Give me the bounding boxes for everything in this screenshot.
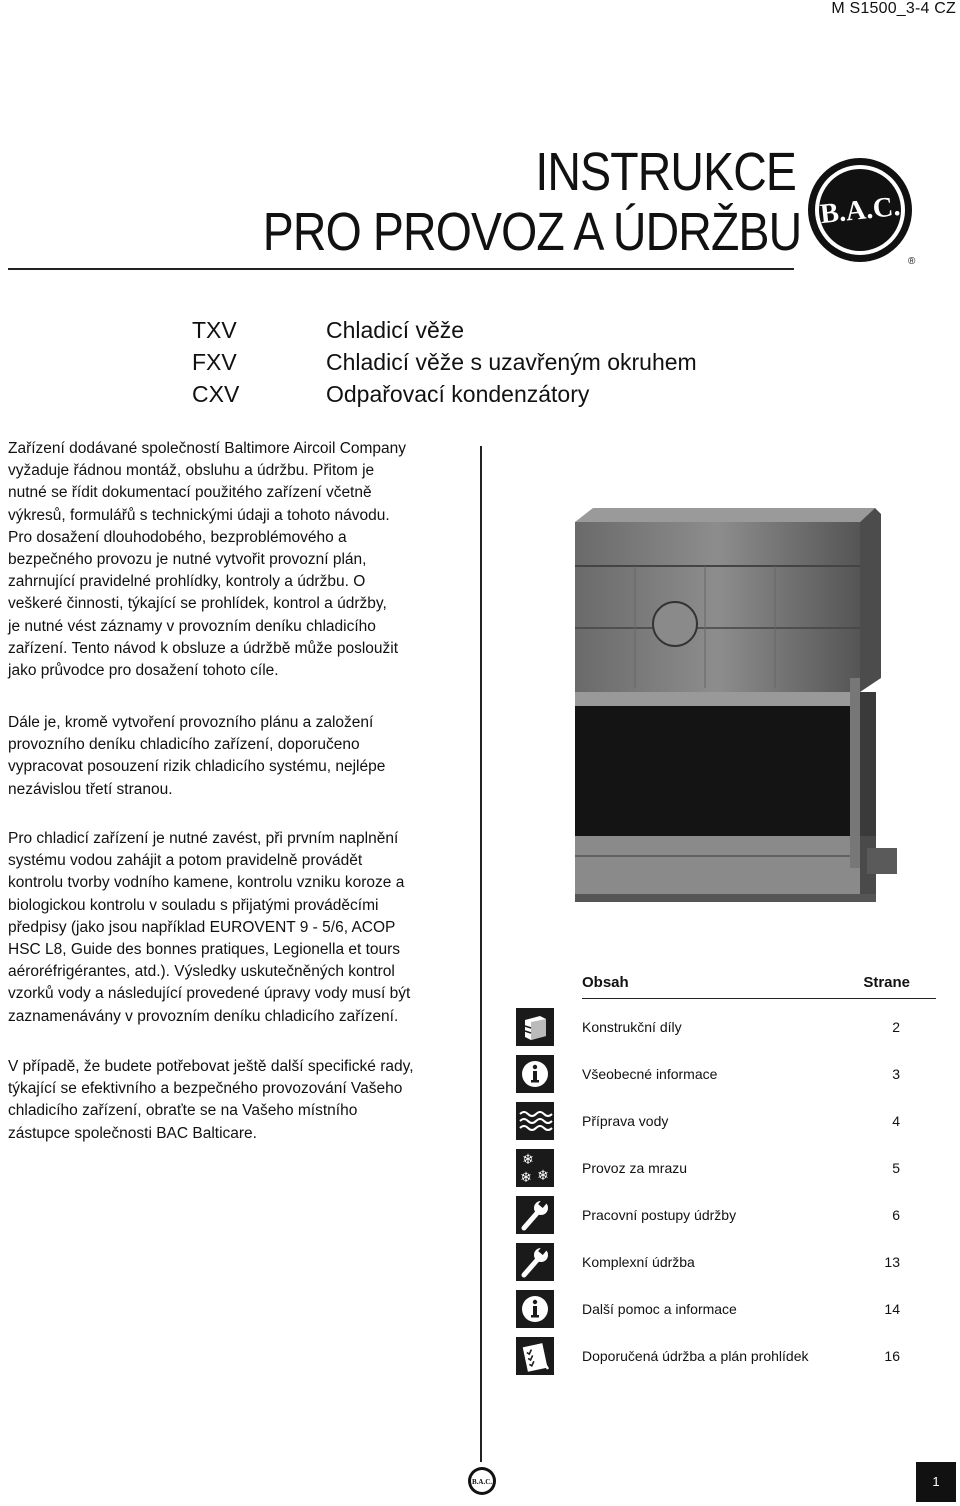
toc-label: Konstrukční díly [582, 1019, 682, 1035]
svg-text:®: ® [908, 256, 916, 267]
product-codes [192, 314, 239, 410]
cooling-tower-icon [516, 1008, 554, 1046]
cooling-tower-photo [575, 508, 905, 910]
toc-label: Provoz za mrazu [582, 1160, 688, 1176]
text-line: HSC L8, Guide des bonnes pratiques, Legionella et tours [8, 941, 401, 959]
text-line: Zařízení dodávané společností Baltimore Aircoil Company [8, 440, 407, 457]
toc-item[interactable] [516, 1196, 936, 1234]
text-line: vyžaduje řádnou montáž, obsluhu a údržbu. Přitom je [8, 462, 375, 480]
document-id: M S1500_3-4 CZ [831, 0, 956, 17]
toc-page-heading: Strane [863, 974, 910, 991]
text-line: zařízení. Tento návod k obsluze a údržbě může posloužit [8, 639, 399, 657]
text-line: aéroréfrigérantes, atd.). Výsledky uskutečněných kontrol [8, 963, 395, 981]
product-code: CXV [192, 381, 240, 407]
text-line: výkresů, formulářů s technickými údaji a tohoto návodu. [8, 506, 390, 524]
toc-page: 2 [892, 1019, 900, 1035]
column-divider [480, 446, 482, 1462]
toc-item[interactable] [516, 1243, 936, 1281]
toc-item[interactable] [516, 1290, 936, 1328]
text-line: jako průvodce pro dosažení tohoto cíle. [8, 662, 279, 680]
bac-logo [806, 156, 918, 268]
info-icon [516, 1055, 554, 1093]
toc-label: Všeobecné informace [582, 1066, 718, 1082]
product-names [326, 314, 697, 410]
risk-paragraph [8, 712, 468, 801]
toc-label: Pracovní postupy údržby [582, 1207, 737, 1223]
snowflake-icon [516, 1149, 554, 1187]
product-name: Odpařovací kondenzátory [326, 381, 590, 407]
text-line: předpisy (jako jsou například EUROVENT 9 - 5/6, ACOP [8, 918, 396, 936]
toc-page: 3 [892, 1066, 900, 1082]
footer-bac-logo [467, 1466, 497, 1496]
text-line: vypracovat posouzení rizik chladicího systému, nejlépe [8, 758, 386, 776]
page-number: 1 [916, 1462, 956, 1502]
contact-paragraph [8, 1056, 468, 1145]
text-line: týkající se efektivního a bezpečného provozování Vašeho [8, 1080, 403, 1098]
water-waves-icon [516, 1102, 554, 1140]
toc-page: 6 [892, 1207, 900, 1223]
text-line: zástupce společnosti BAC Balticare. [8, 1124, 257, 1142]
toc-page: 16 [884, 1348, 900, 1364]
toc-page: 14 [884, 1301, 900, 1317]
page-title [262, 142, 802, 262]
text-line: chladicího zařízení, obraťte se na Vašeho místního [8, 1102, 358, 1120]
text-line: Pro dosažení dlouhodobého, bezproblémového a [8, 528, 347, 546]
info-icon [516, 1290, 554, 1328]
text-line: Pro chladicí zařízení je nutné zavést, při prvním naplnění [8, 830, 399, 847]
text-line: zaznamenávány v provozním deníku chladicího zařízení. [8, 1007, 399, 1025]
checklist-icon [516, 1337, 554, 1375]
toc-heading: Obsah [582, 974, 629, 991]
text-line: je nutné vést záznamy v provozním deníku chladicího [8, 617, 376, 635]
wrench-icon [516, 1243, 554, 1281]
toc-label: Komplexní údržba [582, 1254, 695, 1270]
text-line: kontrolu tvorby vodního kamene, kontrolu vzniku koroze a [8, 874, 405, 892]
text-line: nezávislou třetí stranou. [8, 780, 173, 798]
text-line: nutné se řídit dokumentací použitého zařízení včetně [8, 484, 372, 502]
text-line: provozního deníku chladicího zařízení, doporučeno [8, 736, 360, 754]
product-name: Chladicí věže s uzavřeným okruhem [326, 349, 697, 375]
toc-item[interactable] [516, 1337, 936, 1375]
title-line-2: PRO PROVOZ A ÚDRŽBU [262, 202, 802, 262]
toc-item[interactable] [516, 1055, 936, 1093]
toc-header-rule [582, 998, 936, 999]
wrench-icon [516, 1196, 554, 1234]
text-line: zahrnující pravidelné prohlídky, kontroly a údržbu. O [8, 573, 366, 591]
product-code: TXV [192, 317, 237, 343]
toc-item[interactable] [516, 1008, 936, 1046]
toc-page: 4 [892, 1113, 900, 1129]
text-line: veškeré činnosti, týkající se prohlídek, kontrol a údržby, [8, 595, 387, 613]
toc-label: Další pomoc a informace [582, 1301, 737, 1317]
product-name: Chladicí věže [326, 317, 465, 343]
toc-page: 5 [892, 1160, 900, 1176]
text-line: biologickou kontrolu v souladu s přijatými prováděcími [8, 896, 379, 914]
intro-paragraph [8, 438, 468, 682]
svg-text:❄: ❄ [522, 1152, 534, 1168]
title-line-1: INSTRUKCE [535, 142, 796, 202]
svg-text:B.A.C.: B.A.C. [818, 190, 902, 231]
toc-label: Doporučená údržba a plán prohlídek [582, 1348, 809, 1364]
svg-text:❄: ❄ [520, 1170, 532, 1186]
toc-label: Příprava vody [582, 1113, 669, 1129]
svg-text:❄: ❄ [537, 1168, 549, 1184]
text-line: bezpečného provozu je nutné vytvořit provozní plán, [8, 551, 367, 569]
product-code: FXV [192, 349, 237, 375]
text-line: Dále je, kromě vytvoření provozního plánu a založení [8, 714, 374, 731]
toc-page: 13 [884, 1254, 900, 1270]
title-rule [8, 268, 794, 270]
text-line: V případě, že budete potřebovat ještě další specifické rady, [8, 1058, 414, 1075]
svg-text:B.A.C.: B.A.C. [471, 1478, 493, 1486]
toc-item[interactable] [516, 1102, 936, 1140]
toc-item[interactable] [516, 1149, 936, 1187]
toc-header [582, 974, 936, 991]
text-line: vzorků vody a následující provedené úpravy vody musí být [8, 985, 411, 1003]
text-line: systému vodou zahájit a potom pravidelně provádět [8, 852, 363, 870]
water-treatment-paragraph [8, 828, 468, 1028]
